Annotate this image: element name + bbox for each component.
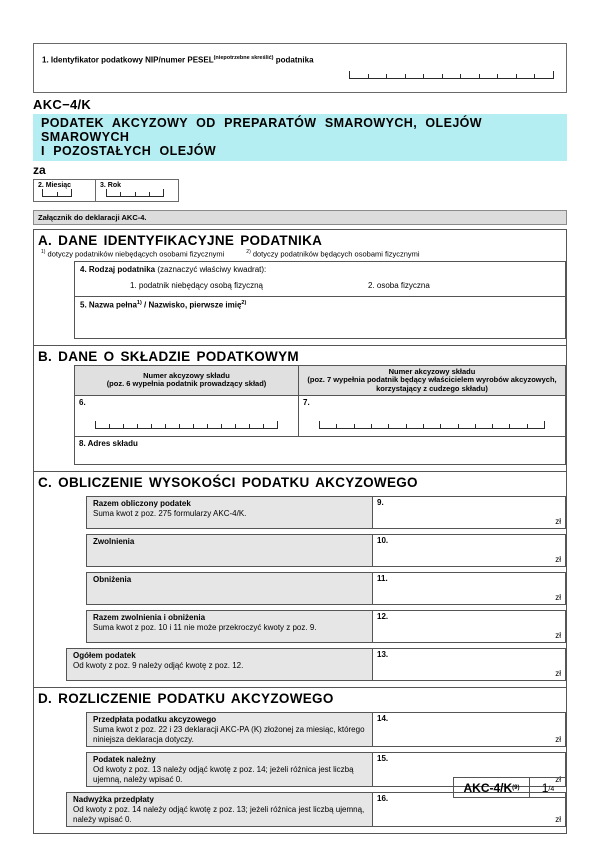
option-individual[interactable]: 2. osoba fizyczna <box>367 280 430 290</box>
row13-unit: zł <box>555 669 561 678</box>
taxpayer-id-label-suffix: podatnika <box>273 55 314 65</box>
taxpayer-id-label-text: 1. Identyfikator podatkowy NIP/numer PESEL <box>42 55 214 65</box>
full-name-label-text: 5. Nazwa pełna <box>80 300 137 310</box>
row9-desc: Suma kwot z poz. 275 formularzy AKC-4/K. <box>93 509 247 518</box>
form-code: AKC−4/K <box>33 97 92 112</box>
taxpayer-type-box <box>74 261 566 297</box>
year-field[interactable] <box>96 180 178 201</box>
row15-desc: Od kwoty z poz. 13 należy odjąć kwotę z poz. 14; jeżeli różnica jest liczbą ujemną, należy wpisać 0. <box>93 765 354 784</box>
footnote1-text: dotyczy podatników niebędących osobami fizycznymi <box>45 249 225 259</box>
footer-page-current: 1 <box>541 780 549 795</box>
amount-field-11[interactable] <box>372 572 566 605</box>
footnote2-text: dotyczy podatników będących osobami fizycznymi <box>250 249 420 259</box>
row16-number: 16. <box>377 794 389 803</box>
row12-number: 12. <box>377 612 389 621</box>
row13-label-cell <box>66 648 372 681</box>
full-name-sup1: 1) <box>136 299 142 306</box>
row14-number: 14. <box>377 714 389 723</box>
section-a-footnotes <box>34 249 566 261</box>
amount-field-12[interactable] <box>372 610 566 643</box>
row9-label-cell <box>86 496 372 529</box>
section-d-title: D. ROZLICZENIE PODATKU AKCYZOWEGO <box>38 691 334 706</box>
row11-title: Obniżenia <box>93 575 132 584</box>
warehouse-address-label: 8. Adres składu <box>79 439 138 448</box>
tax-row-13 <box>66 648 566 681</box>
warehouse-number-field-7[interactable] <box>299 396 565 436</box>
row12-unit: zł <box>555 631 561 640</box>
warehouse-col2-header-line3: korzystający z cudzego składu) <box>376 383 488 393</box>
row16-unit: zł <box>555 815 561 824</box>
form-title-line2: I POZOSTAŁYCH OLEJÓW <box>41 144 217 158</box>
taxpayer-id-label <box>42 55 314 65</box>
section-c <box>34 471 566 687</box>
row14-label-cell <box>86 712 372 747</box>
taxpayer-type-label <box>75 262 565 274</box>
sections-container <box>33 229 567 834</box>
footer-page-total: /4 <box>548 786 555 793</box>
attachment-note-bar: Załącznik do deklaracji AKC-4. <box>33 210 567 225</box>
full-name-label-mid: / Nazwisko, pierwsze imię <box>141 300 242 310</box>
warehouse-number-row <box>75 396 565 436</box>
warehouse-col2-header <box>299 366 565 396</box>
row11-unit: zł <box>555 593 561 602</box>
amount-field-13[interactable] <box>372 648 566 681</box>
row9-title: Razem obliczony podatek <box>93 499 191 508</box>
warehouse-col1-header-line2: (poz. 6 wypełnia podatnik prowadzący skład) <box>106 379 267 389</box>
section-a <box>34 230 566 345</box>
warehouse-address-field[interactable] <box>75 436 565 464</box>
row13-desc: Od kwoty z poz. 9 należy odjąć kwotę z poz. 12. <box>73 661 244 670</box>
row15-title: Podatek należny <box>93 755 156 764</box>
footer-box <box>453 777 567 798</box>
footnote2-sup: 2) <box>246 249 251 255</box>
field7-input[interactable] <box>319 422 545 429</box>
footnote1-sup: 1) <box>41 249 46 255</box>
taxpayer-id-input[interactable] <box>349 72 554 79</box>
warehouse-col1-header <box>75 366 299 396</box>
taxpayer-id-box <box>33 43 567 93</box>
month-input[interactable] <box>42 190 72 197</box>
amount-field-14[interactable] <box>372 712 566 747</box>
row16-desc: Od kwoty z poz. 14 należy odjąć kwotę z poz. 13; jeżeli różnica jest liczbą ujemną, należy wpisać 0. <box>73 805 365 824</box>
row13-number: 13. <box>377 650 389 659</box>
tax-row-11 <box>86 572 566 605</box>
field6-input[interactable] <box>95 422 278 429</box>
footer-form-code-text: AKC-4/K <box>463 780 513 795</box>
warehouse-col1-header-line1: Numer akcyzowy składu <box>143 370 230 380</box>
row15-label-cell <box>86 752 372 787</box>
row12-desc: Suma kwot z poz. 10 i 11 nie może przekroczyć kwoty z poz. 9. <box>93 623 317 632</box>
form-title-line1: PODATEK AKCYZOWY OD PREPARATÓW SMAROWYCH, OLEJÓW SMAROWYCH <box>41 116 483 144</box>
row10-title: Zwolnienia <box>93 537 135 546</box>
taxpayer-type-label-text: 4. Rodzaj podatnika <box>80 264 158 274</box>
full-name-sup2: 2) <box>241 299 247 306</box>
field7-number: 7. <box>303 398 310 407</box>
footer-form-code <box>454 778 530 797</box>
tax-row-10 <box>86 534 566 567</box>
row15-number: 15. <box>377 754 389 763</box>
row15-unit: zł <box>555 775 561 784</box>
row14-title: Przedpłata podatku akcyzowego <box>93 715 217 724</box>
warehouse-table <box>74 365 566 466</box>
footer-form-code-sub: (9) <box>512 784 520 791</box>
footer-page-number <box>530 778 566 797</box>
row10-unit: zł <box>555 555 561 564</box>
row9-number: 9. <box>377 498 384 507</box>
row12-title: Razem zwolnienia i obniżenia <box>93 613 206 622</box>
full-name-field[interactable] <box>74 296 566 339</box>
za-label: za <box>33 163 46 177</box>
tax-row-12 <box>86 610 566 643</box>
row13-title: Ogółem podatek <box>73 651 136 660</box>
form-title-band <box>33 114 567 161</box>
row10-label-cell <box>86 534 372 567</box>
row12-label-cell <box>86 610 372 643</box>
amount-field-9[interactable] <box>372 496 566 529</box>
year-label: 3. Rok <box>100 182 122 189</box>
taxpayer-type-options <box>75 274 565 296</box>
warehouse-col2-header-line2: (poz. 7 wypełnia podatnik będący właścicielem wyrobów akcyzowych, <box>307 375 557 384</box>
full-name-label <box>75 297 565 310</box>
section-b-title: B. DANE O SKŁADZIE PODATKOWYM <box>38 348 299 364</box>
row11-label-cell <box>86 572 372 605</box>
tax-row-9 <box>86 496 566 529</box>
row14-unit: zł <box>555 735 561 744</box>
row9-unit: zł <box>555 517 561 526</box>
section-c-title: C. OBLICZENIE WYSOKOŚCI PODATKU AKCYZOWEGO <box>38 475 418 490</box>
form-content <box>33 43 567 834</box>
field6-number: 6. <box>79 398 86 407</box>
row11-number: 11. <box>377 574 388 583</box>
row14-desc: Suma kwot z poz. 22 i 23 deklaracji AKC-PA (K) złożonej za miesiąc, którego niniejsza deklaracja dotyczy. <box>93 725 365 744</box>
warehouse-col2-header-line1: Numer akcyzowy składu <box>388 366 476 376</box>
section-d <box>34 687 566 833</box>
warehouse-table-header <box>75 366 565 397</box>
option-non-individual[interactable]: 1. podatnik niebędący osobą fizyczną <box>130 280 263 290</box>
amount-field-10[interactable] <box>372 534 566 567</box>
section-a-title: A. DANE IDENTYFIKACYJNE PODATNIKA <box>38 233 323 248</box>
taxpayer-type-hint: (zaznaczyć właściwy kwadrat): <box>157 264 267 274</box>
section-b <box>34 345 566 472</box>
warehouse-number-field-6[interactable] <box>75 396 299 436</box>
year-input[interactable] <box>106 190 164 197</box>
month-label: 2. Miesiąc <box>38 182 72 189</box>
row10-number: 10. <box>377 536 389 545</box>
period-box <box>33 179 179 202</box>
row16-label-cell <box>66 792 372 827</box>
tax-row-14 <box>86 712 566 747</box>
row16-title: Nadwyżka przedpłaty <box>73 795 154 804</box>
taxpayer-id-label-sup: (niepotrzebne skreślić) <box>213 55 274 61</box>
month-field[interactable] <box>34 180 96 201</box>
